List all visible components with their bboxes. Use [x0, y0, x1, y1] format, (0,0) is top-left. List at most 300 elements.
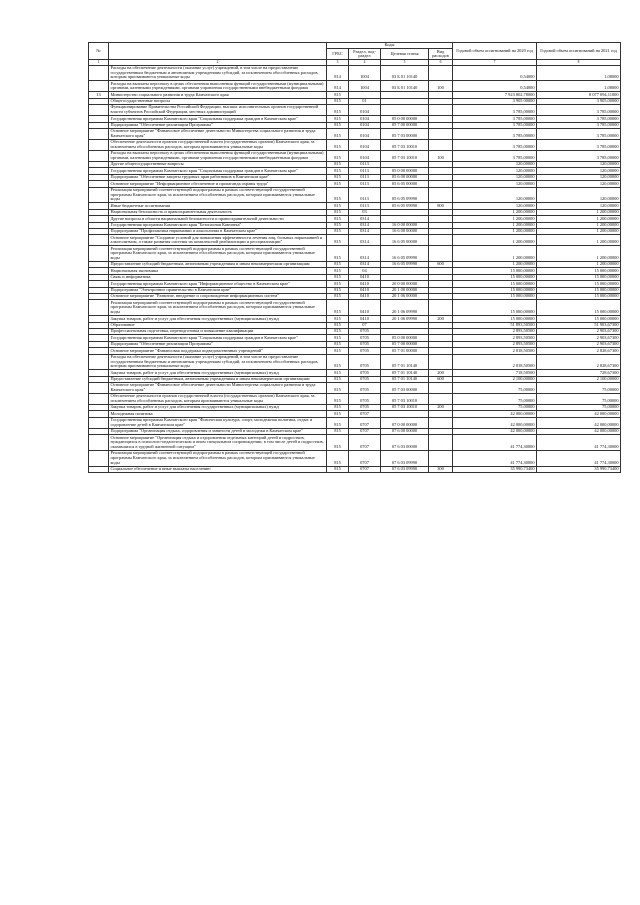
row-name: Другие вопросы в области национальной безопасности и правоохранительной деятельности	[109, 216, 327, 222]
row-grbs: 815	[327, 268, 349, 274]
table-row	[89, 466, 621, 472]
row-grbs: 815	[327, 417, 349, 428]
row-target-article: 05 6 00 00000	[381, 174, 429, 180]
row-amount-2020: 75,00000	[453, 394, 537, 405]
row-amount-2021: 1 200,00000	[537, 216, 621, 222]
row-target-article: 07 6 03 09990	[381, 466, 429, 472]
row-amount-2020: 120,00000	[453, 174, 537, 180]
row-name: Предоставление субсидий бюджетным, автономным учреждениям и иным некоммерческим организациям	[109, 376, 327, 382]
row-target-article	[381, 105, 429, 116]
row-amount-2021: 1 200,00000	[537, 262, 621, 268]
row-section: 0707	[349, 450, 381, 466]
row-name: Государственная программа Камчатского края "Социальная поддержка граждан в Камчатском крае"	[109, 335, 327, 341]
row-number	[89, 65, 109, 81]
table-row	[89, 300, 621, 316]
row-section: 0707	[349, 417, 381, 428]
row-amount-2021: 42 000,00000	[537, 417, 621, 428]
row-amount-2021: 41 774,30000	[537, 435, 621, 451]
row-target-article: 20 0 00 00000	[381, 281, 429, 287]
row-section: 0705	[349, 335, 381, 341]
row-grbs: 815	[327, 216, 349, 222]
row-amount-2021: 1 200,00000	[537, 235, 621, 246]
row-amount-2020: 15 000,00000	[453, 316, 537, 322]
row-name: Государственная программа Камчатского края "Безопасная Камчатка"	[109, 222, 327, 228]
row-amount-2021: 120,00000	[537, 203, 621, 209]
row-grbs: 815	[327, 435, 349, 451]
row-section: 0705	[349, 354, 381, 370]
row-name: Основное мероприятие "Финансовое обеспечение деятельности Министерства социального развития и труда Камчатского края"	[109, 383, 327, 394]
row-amount-2020: 2 100,00000	[453, 376, 537, 382]
row-number	[89, 354, 109, 370]
table-row	[89, 65, 621, 81]
colnum: 1	[89, 60, 109, 65]
header-codes: Коды	[327, 43, 453, 49]
row-amount-2020: 3 785,00000	[453, 150, 537, 161]
table-row	[89, 128, 621, 139]
row-name: Национальная безопасность и правоохранительная деятельность	[109, 209, 327, 215]
row-section: 0104	[349, 105, 381, 116]
table-row	[89, 139, 621, 150]
budget-table	[88, 42, 621, 473]
row-name: Социальное обеспечение и иные выплаты населению	[109, 466, 327, 472]
row-amount-2020: 41 774,30000	[453, 435, 537, 451]
row-amount-2020: 1 200,00000	[453, 246, 537, 262]
row-amount-2020: 15 000,00000	[453, 274, 537, 280]
row-amount-2021: 8 077 094,11000	[537, 92, 621, 98]
table-row	[89, 435, 621, 451]
row-section: 0104	[349, 116, 381, 122]
row-amount-2021: 2 100,00000	[537, 376, 621, 382]
row-amount-2020: 2 893,50500	[453, 328, 537, 334]
row-target-article: 16 6 00 00000	[381, 228, 429, 234]
row-name: Основное мероприятие "Информационное обеспечение и пропаганда охраны труда"	[109, 181, 327, 187]
row-target-article: 05 7 03 10010	[381, 150, 429, 161]
row-name: Подпрограмма "Обеспечение защиты трудовых прав работников в Камчатском крае"	[109, 174, 327, 180]
row-amount-2020: 42 000,00000	[453, 417, 537, 428]
row-section: 01	[349, 98, 381, 104]
row-amount-2021: 75,00000	[537, 405, 621, 411]
row-amount-2021: 2 903,67300	[537, 328, 621, 334]
row-expense-type	[429, 417, 453, 428]
header-grbs: ГРБС	[327, 49, 349, 60]
row-amount-2020: 1 200,00000	[453, 228, 537, 234]
row-expense-type	[429, 235, 453, 246]
row-number	[89, 417, 109, 428]
row-number	[89, 466, 109, 472]
row-amount-2020: 120,00000	[453, 162, 537, 168]
row-amount-2021: 3 785,00000	[537, 105, 621, 116]
row-expense-type: 100	[429, 150, 453, 161]
row-amount-2020: 2 893,50500	[453, 335, 537, 341]
row-target-article: 16 6 05 09990	[381, 246, 429, 262]
row-grbs: 815	[327, 411, 349, 417]
row-amount-2020: 51 893,50500	[453, 322, 537, 328]
row-grbs: 815	[327, 92, 349, 98]
row-target-article: 05 6 05 09990	[381, 187, 429, 203]
row-target-article: 05 7 01 10140	[381, 370, 429, 376]
row-amount-2020: 120,00000	[453, 168, 537, 174]
row-grbs: 815	[327, 287, 349, 293]
row-name: Профессиональная подготовка, переподготовка и повышение квалификации	[109, 328, 327, 334]
row-name: Реализация мероприятий соответствующей подпрограммы в рамках соответствующей государственной программы Камчатского края, за исключением обособленных расходов, которым присваиваются уникальные коды	[109, 300, 327, 316]
row-expense-type	[429, 128, 453, 139]
row-section: 0705	[349, 348, 381, 354]
row-amount-2021: 51 903,67300	[537, 322, 621, 328]
row-section: 1004	[349, 81, 381, 92]
row-amount-2021: 15 000,00000	[537, 268, 621, 274]
table-row	[89, 417, 621, 428]
row-section: 0104	[349, 122, 381, 128]
row-name: Подпрограмма "Обеспечение реализации Программы"	[109, 122, 327, 128]
row-target-article: 05 0 00 00000	[381, 116, 429, 122]
table-row	[89, 187, 621, 203]
row-grbs: 815	[327, 341, 349, 347]
row-amount-2021: 120,00000	[537, 187, 621, 203]
row-expense-type	[429, 354, 453, 370]
row-amount-2021: 120,00000	[537, 162, 621, 168]
row-section: 0707	[349, 435, 381, 451]
row-section: 0104	[349, 150, 381, 161]
row-grbs: 815	[327, 335, 349, 341]
row-name: Расходы на выплаты персоналу в целях обеспечения выполнения функций государственными (муниципальными) органами, казенными учреждениями, органами управления государственными внебюджетными фондами	[109, 81, 327, 92]
row-grbs: 815	[327, 187, 349, 203]
row-name: Подпрограмма "Электронное правительство в Камчатском крае"	[109, 287, 327, 293]
row-grbs: 815	[327, 203, 349, 209]
row-grbs: 814	[327, 81, 349, 92]
table-row	[89, 383, 621, 394]
row-number	[89, 450, 109, 466]
row-expense-type: 600	[429, 262, 453, 268]
row-target-article: 05 0 00 00000	[381, 335, 429, 341]
row-amount-2021: 3 785,00000	[537, 128, 621, 139]
row-section: 0113	[349, 162, 381, 168]
table-row	[89, 354, 621, 370]
row-amount-2021: 1 200,00000	[537, 228, 621, 234]
row-target-article: 07 6 03 00000	[381, 435, 429, 451]
row-number	[89, 150, 109, 161]
row-amount-2020: 2 818,50500	[453, 354, 537, 370]
row-amount-2021: 42 000,00000	[537, 428, 621, 434]
row-amount-2021: 2 903,67300	[537, 335, 621, 341]
row-name: Связь и информатика	[109, 274, 327, 280]
row-number	[89, 81, 109, 92]
row-section: 0707	[349, 411, 381, 417]
row-section: 0705	[349, 328, 381, 334]
row-number	[89, 187, 109, 203]
table-body	[89, 65, 621, 472]
row-name: Основное мероприятие "Развитие, внедрение и сопровождение информационных систем"	[109, 294, 327, 300]
row-amount-2020: 718,50500	[453, 370, 537, 376]
row-name: Иные бюджетные ассигнования	[109, 203, 327, 209]
row-name: Расходы на обеспечение деятельности (оказание услуг) учреждений, в том числе на предоставление государственным бюджетным и автономным учреждениям субсидий, за исключением обособленных расходов, которым присваиваются уникальные коды	[109, 354, 327, 370]
row-target-article: 05 7 01 10140	[381, 376, 429, 382]
row-number	[89, 235, 109, 246]
row-section: 0113	[349, 168, 381, 174]
header-2021: Годовой объем ассигнований на 2021 год	[537, 43, 621, 60]
row-number	[89, 246, 109, 262]
row-amount-2020: 35 990,73400	[453, 466, 537, 472]
row-amount-2020: 15 000,00000	[453, 268, 537, 274]
row-target-article: 03 Б 01 10140	[381, 65, 429, 81]
row-section: 03	[349, 209, 381, 215]
row-amount-2021: 3 905,00000	[537, 98, 621, 104]
row-section: 0705	[349, 370, 381, 376]
row-grbs: 815	[327, 139, 349, 150]
row-expense-type: 200	[429, 370, 453, 376]
row-grbs: 815	[327, 262, 349, 268]
table-header	[89, 43, 621, 66]
row-amount-2021: 3 785,00000	[537, 122, 621, 128]
row-amount-2020: 42 000,00000	[453, 411, 537, 417]
row-amount-2021: 1,08000	[537, 65, 621, 81]
row-name: Подпрограмма "Обеспечение реализации Программы"	[109, 341, 327, 347]
row-name: Молодежная политика	[109, 411, 327, 417]
row-section: 0705	[349, 383, 381, 394]
colnum: 6	[429, 60, 453, 65]
header-2020: Годовой объем ассигнований на 2020 год	[453, 43, 537, 60]
row-amount-2021: 2 828,67300	[537, 354, 621, 370]
row-name: Основное мероприятие "Создание условий для повышения эффективности лечения лиц, больных наркоманией и алкоголизмом, а также развития системы их комплексной реабилитации и ресоциализации"	[109, 235, 327, 246]
row-number: 13	[89, 92, 109, 98]
row-grbs: 815	[327, 150, 349, 161]
row-grbs: 815	[327, 328, 349, 334]
row-section: 0113	[349, 187, 381, 203]
table-row	[89, 235, 621, 246]
row-amount-2020: 15 000,00000	[453, 300, 537, 316]
row-number	[89, 105, 109, 116]
row-section: 0705	[349, 341, 381, 347]
row-target-article: 05 7 03 10010	[381, 405, 429, 411]
header-type: Вид расходов	[429, 49, 453, 60]
row-section: 0410	[349, 274, 381, 280]
row-grbs: 815	[327, 294, 349, 300]
row-section: 1004	[349, 65, 381, 81]
row-expense-type	[429, 246, 453, 262]
row-expense-type	[429, 450, 453, 466]
row-section: 0314	[349, 235, 381, 246]
row-section: 0705	[349, 394, 381, 405]
row-amount-2021: 728,67300	[537, 370, 621, 376]
row-number	[89, 128, 109, 139]
row-grbs: 815	[327, 394, 349, 405]
row-number	[89, 300, 109, 316]
row-section: 0113	[349, 203, 381, 209]
row-amount-2020: 1 200,00000	[453, 216, 537, 222]
row-target-article: 05 7 01 00000	[381, 348, 429, 354]
row-section: 0314	[349, 216, 381, 222]
row-name: Другие общегосударственные вопросы	[109, 162, 327, 168]
row-amount-2020: 1 200,00000	[453, 262, 537, 268]
colnum: 7	[453, 60, 537, 65]
row-amount-2020: 1 200,00000	[453, 222, 537, 228]
row-amount-2020: 41 774,30000	[453, 450, 537, 466]
table-row	[89, 105, 621, 116]
row-amount-2021: 41 774,30000	[537, 450, 621, 466]
row-name: Подпрограмма "Организация отдыха, оздоровления и занятости детей и молодежи в Камчатском крае"	[109, 428, 327, 434]
row-grbs: 815	[327, 281, 349, 287]
row-section: 04	[349, 268, 381, 274]
row-amount-2021: 2 903,67300	[537, 341, 621, 347]
row-name: Национальная экономика	[109, 268, 327, 274]
row-amount-2021: 15 000,00000	[537, 294, 621, 300]
table-row	[89, 81, 621, 92]
row-section: 0113	[349, 181, 381, 187]
row-amount-2020: 3 785,00000	[453, 128, 537, 139]
row-section: 0314	[349, 222, 381, 228]
row-name: Подпрограмма "Профилактика наркомании и алкоголизма в Камчатском крае"	[109, 228, 327, 234]
row-name: Обеспечение деятельности органов государственной власти (государственных органов) Камчатского края, за исключением обособленных расходов, которым присваиваются уникальные коды	[109, 139, 327, 150]
header-section: Раздел, под- раздел	[349, 49, 381, 60]
row-name: Министерство социального развития и труда Камчатского края	[109, 92, 327, 98]
row-grbs: 815	[327, 274, 349, 280]
row-expense-type	[429, 65, 453, 81]
row-grbs: 815	[327, 235, 349, 246]
row-expense-type: 200	[429, 316, 453, 322]
row-section: 0707	[349, 466, 381, 472]
row-section: 0410	[349, 281, 381, 287]
row-grbs: 815	[327, 209, 349, 215]
row-name: Государственная программа Камчатского края "Социальная поддержка граждан в Камчатском крае"	[109, 116, 327, 122]
row-target-article: 07 6 00 00000	[381, 428, 429, 434]
row-expense-type: 300	[429, 466, 453, 472]
row-amount-2020: 120,00000	[453, 203, 537, 209]
row-grbs: 815	[327, 322, 349, 328]
row-amount-2020: 3 785,00000	[453, 105, 537, 116]
table-row	[89, 450, 621, 466]
row-number	[89, 394, 109, 405]
row-grbs: 815	[327, 428, 349, 434]
row-target-article: 05 6 05 09990	[381, 203, 429, 209]
row-target-article: 16 6 05 00000	[381, 235, 429, 246]
row-amount-2020: 3 785,00000	[453, 116, 537, 122]
row-target-article: 05 0 00 00000	[381, 168, 429, 174]
row-grbs: 815	[327, 128, 349, 139]
row-grbs: 815	[327, 450, 349, 466]
row-section: 0410	[349, 300, 381, 316]
row-amount-2021: 15 000,00000	[537, 274, 621, 280]
row-section: 07	[349, 322, 381, 328]
row-amount-2020: 1 200,00000	[453, 209, 537, 215]
row-grbs: 815	[327, 354, 349, 370]
row-grbs: 815	[327, 405, 349, 411]
row-grbs: 814	[327, 65, 349, 81]
row-target-article: 05 7 01 10140	[381, 354, 429, 370]
row-target-article: 20 1 00 00000	[381, 287, 429, 293]
row-amount-2021: 120,00000	[537, 181, 621, 187]
row-amount-2021: 42 000,00000	[537, 411, 621, 417]
row-grbs: 815	[327, 98, 349, 104]
row-amount-2020: 120,00000	[453, 187, 537, 203]
row-target-article: 05 7 03 10010	[381, 139, 429, 150]
row-name: Основное мероприятие "Финансовая поддержка подведомственных учреждений"	[109, 348, 327, 354]
row-grbs: 815	[327, 222, 349, 228]
row-amount-2021: 15 000,00000	[537, 281, 621, 287]
row-amount-2020: 2 893,50500	[453, 341, 537, 347]
row-target-article: 05 7 03 00000	[381, 128, 429, 139]
header-name	[109, 43, 327, 60]
row-grbs: 815	[327, 300, 349, 316]
row-name: Реализация мероприятий соответствующей подпрограммы в рамках соответствующей государственной программы Камчатского края, за исключением обособленных расходов, которым присваиваются уникальные коды	[109, 187, 327, 203]
row-grbs: 815	[327, 122, 349, 128]
row-target-article: 03 Б 01 10140	[381, 81, 429, 92]
row-amount-2021: 75,00000	[537, 383, 621, 394]
row-name: Предоставление субсидий бюджетным, автономным учреждениям и иным некоммерческим организациям	[109, 262, 327, 268]
row-amount-2020: 0,54000	[453, 65, 537, 81]
row-name: Функционирование Правительства Российской Федерации, высших исполнительных органов государственной власти субъектов Российской Федерации, местных администраций	[109, 105, 327, 116]
row-name: Общегосударственные вопросы	[109, 98, 327, 104]
row-name: Обеспечение деятельности органов государственной власти (государственных органов) Камчатского края, за исключением обособленных расходов, которым присваиваются уникальные коды	[109, 394, 327, 405]
row-grbs: 815	[327, 162, 349, 168]
row-grbs: 815	[327, 181, 349, 187]
table-row	[89, 246, 621, 262]
row-section: 0705	[349, 405, 381, 411]
row-name: Государственная программа Камчатского края "Социальная поддержка граждан в Камчатском крае"	[109, 168, 327, 174]
table-row	[89, 150, 621, 161]
row-name: Основное мероприятие "Организация отдыха и оздоровления отдельных категорий детей и подростков, нуждающихся в психолого-педагогическом и ином специальном сопровождении, в том числе детей и подростков, оказавшихся в трудной жизненной ситуации"	[109, 435, 327, 451]
row-amount-2020: 15 000,00000	[453, 294, 537, 300]
row-target-article: 16 6 05 09990	[381, 262, 429, 268]
row-section: 0113	[349, 174, 381, 180]
row-amount-2021: 35 990,73400	[537, 466, 621, 472]
row-target-article: 20 1 06 00000	[381, 294, 429, 300]
row-section: 0104	[349, 128, 381, 139]
colnum: 3	[327, 60, 349, 65]
row-amount-2021: 15 000,00000	[537, 316, 621, 322]
row-amount-2020: 3 785,00000	[453, 139, 537, 150]
row-grbs: 815	[327, 228, 349, 234]
row-expense-type	[429, 300, 453, 316]
colnum: 5	[381, 60, 429, 65]
row-name: Основное мероприятие "Финансовое обеспечение деятельности Министерства социального развития и труда Камчатского края"	[109, 128, 327, 139]
colnum: 2	[109, 60, 327, 65]
row-expense-type	[429, 394, 453, 405]
row-amount-2021: 15 000,00000	[537, 287, 621, 293]
header-target: Целевая статья	[381, 49, 429, 60]
row-amount-2021: 3 785,00000	[537, 139, 621, 150]
row-expense-type	[429, 187, 453, 203]
row-number	[89, 435, 109, 451]
row-amount-2020: 15 000,00000	[453, 287, 537, 293]
row-amount-2021: 120,00000	[537, 168, 621, 174]
row-amount-2021: 1 200,00000	[537, 246, 621, 262]
row-expense-type	[429, 139, 453, 150]
row-section: 0410	[349, 287, 381, 293]
row-amount-2021: 1 200,00000	[537, 222, 621, 228]
row-name: Закупка товаров, работ и услуг для обеспечения государственных (муниципальных) нужд	[109, 405, 327, 411]
row-target-article: 05 7 03 00000	[381, 383, 429, 394]
row-section: 0314	[349, 262, 381, 268]
row-grbs: 815	[327, 370, 349, 376]
row-amount-2021: 75,00000	[537, 394, 621, 405]
row-grbs: 815	[327, 383, 349, 394]
row-amount-2021: 2 828,67300	[537, 348, 621, 354]
row-amount-2020: 120,00000	[453, 181, 537, 187]
row-amount-2020: 42 000,00000	[453, 428, 537, 434]
row-amount-2021: 1,08000	[537, 81, 621, 92]
row-expense-type	[429, 383, 453, 394]
row-expense-type	[429, 105, 453, 116]
row-name: Реализация мероприятий соответствующей подпрограммы в рамках соответствующей государственной программы Камчатского края, за исключением обособленных расходов, которым присваиваются уникальные коды	[109, 246, 327, 262]
row-section: 0314	[349, 228, 381, 234]
colnum: 8	[537, 60, 621, 65]
row-grbs: 815	[327, 316, 349, 322]
row-number	[89, 383, 109, 394]
row-name: Расходы на выплаты персоналу в целях обеспечения выполнения функций государственными (муниципальными) органами, казенными учреждениями, органами управления государственными внебюджетными фондами	[109, 150, 327, 161]
header-no: №	[89, 43, 109, 60]
row-name: Закупка товаров, работ и услуг для обеспечения государственных (муниципальных) нужд	[109, 316, 327, 322]
row-grbs: 815	[327, 246, 349, 262]
row-target-article: 07 6 03 09990	[381, 450, 429, 466]
